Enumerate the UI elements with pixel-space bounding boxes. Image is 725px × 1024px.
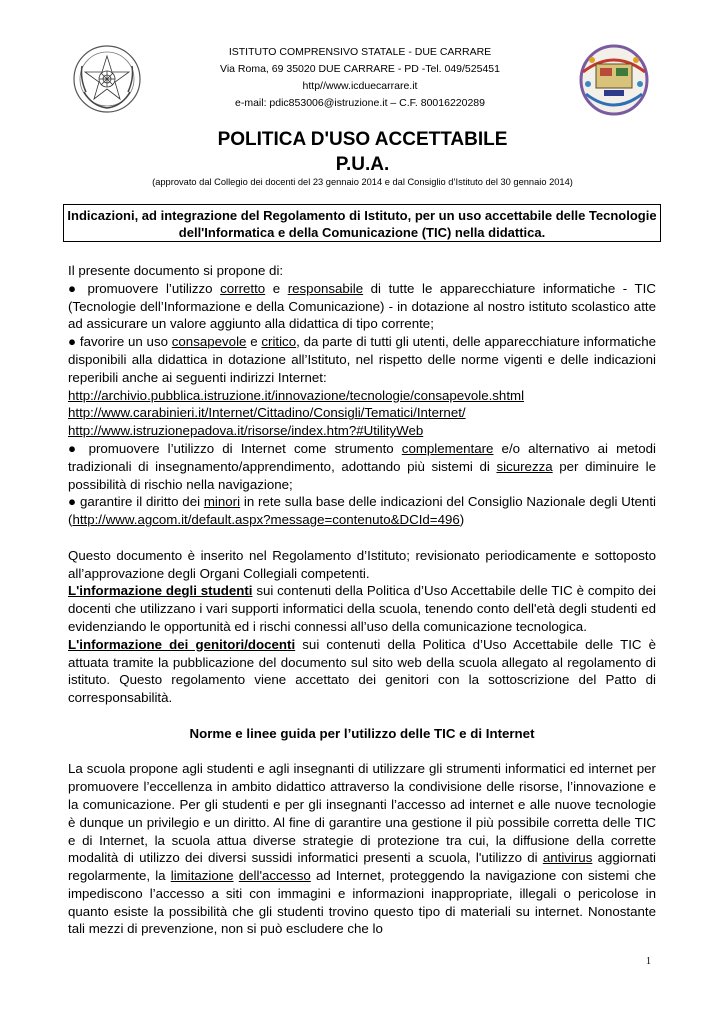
bullet1-text-end: di tutte le apparecchiature informatiche - TIC (Tecnologie dell’Informazione e della Comunicazione) - in dotazione al nostro istituto scolastico atte ad assicurare un valore aggiunto alla didattica di tipo corrente; (68, 280, 656, 332)
norme-text-b: aggiornati regolarmente, la (68, 850, 656, 884)
norme-text-d: ad Internet, proteggendo la navigazione con sistemi che impediscono l’accesso a siti con immagini e informazioni inappropriate, illegali o pericolose in quanto esiste la possibilità che gli studenti trovino questo tipo di materiali su internet. Nonostante tali mezzi di prevenzione, non si può escludere che lo (68, 868, 657, 937)
bullet-icon: ● (68, 280, 80, 296)
norme-underline-accesso: dell'accesso (238, 868, 311, 884)
norme-text-a: La scuola propone agli studenti e agli insegnanti di utilizzare gli strumenti informatici ed internet per promuovere l’eccellenza in ambito didattico attraverso la condivisione delle risorse, l’innovazione e la comunicazione. Per gli studenti e per gli insegnanti l’accesso ad internet e alle nuove tecnologie è dunque un privilegio e un diritto. Al fine di garantire una gestione il più possibile corretta delle TIC e di Internet, la scuola attua diverse strategie di protezione tra cui, la diffusione della corrette modalità di utilizzo dei diversi sussidi informatici presenti a scuola, l'utilizzo di (68, 761, 656, 866)
bullet-icon: ● (68, 494, 77, 510)
bullet3-text: promuovere l’utilizzo di Internet come strumento (88, 440, 402, 456)
document-title: POLITICA D'USO ACCETTABILE (217, 129, 508, 150)
link-carabinieri[interactable]: http://www.carabinieri.it/Internet/Cittadino/Consigli/Tematici/Internet/ (68, 405, 466, 421)
bullet-item-1 (68, 280, 656, 333)
bullet4-text-end: ) (459, 512, 465, 528)
bullet-icon: ● (68, 440, 81, 456)
bullet-item-2 (68, 333, 656, 386)
bullet3-text-mid: e/o alternativo ai metodi tradizionali di insegnamento/apprendimento, adottando più sistemi di (68, 440, 656, 474)
link-consapevole[interactable]: http://archivio.pubblica.istruzione.it/innovazione/tecnologie/consapevole.shtml (68, 387, 525, 403)
bullet-item-3 (68, 440, 656, 493)
paragraph-informazione-genitori (68, 636, 656, 707)
section-heading-norme: Norme e linee guida per l’utilizzo delle TIC e di Internet (189, 725, 535, 741)
bullet4-text-mid: in rete sulla base delle indicazioni del Consiglio Nazionale degli Utenti ( (68, 494, 656, 528)
italian-republic-emblem-icon (72, 44, 142, 114)
bullet2-text-end: , da parte di tutti gli utenti, delle apparecchiature informatiche disponibili alla didattica in dotazione all’Istituto, nel rispetto delle norme vigenti e delle indicazioni reperibili anche ai seguenti indirizzi Internet: (68, 334, 656, 385)
link-istruzionepadova[interactable]: http://www.istruzionepadova.it/risorse/index.htm?#UtilityWeb (68, 423, 424, 439)
school-name: ISTITUTO COMPRENSIVO STATALE - DUE CARRARE (228, 46, 492, 58)
bullet1-text: promuovere l’utilizzo (87, 280, 221, 296)
page-number: 1 (646, 956, 651, 967)
informazione-genitori-text: sui contenuti della Politica d’Uso Accettabile delle TIC è attuata tramite la pubblicazione del documento sul sito web della scuola allegato al regolamento di istituto. Questo regolamento viene accettato dei genitori con la sottoscrizione del Patto di corresponsabilità. (68, 636, 656, 706)
bullet1-underline-1: corretto (220, 280, 266, 296)
bullet4-text: garantire il diritto dei (79, 494, 204, 510)
bullet-icon: ● (68, 334, 77, 350)
school-header (160, 44, 560, 112)
paragraph-norme (68, 760, 656, 938)
purpose-box-line1: Indicazioni, ad integrazione del Regolamento di Istituto, per un uso accettabile delle Tecnologie (67, 208, 657, 223)
bullet3-underline-1: complementare (401, 440, 494, 456)
informazione-genitori-heading: L'informazione dei genitori/docenti (68, 636, 296, 652)
link-agcom[interactable]: http://www.agcom.it/default.aspx?message=contenuto&DCId=496 (72, 512, 460, 528)
purpose-box (63, 204, 661, 242)
purpose-box-line2: dell'Informatica e della Comunicazione (TIC) nella didattica. (178, 225, 546, 240)
informazione-studenti-text: sui contenuti della Politica d’Uso Accettabile delle TIC è compito dei docenti che utilizzano i vari supporti informatici della scuola, tenendo conto dell'età degli studenti ed evidenziando le opportunità ed i rischi connessi all’uso della comunicazione tecnologica. (68, 583, 656, 634)
bullet1-text-mid: e (265, 280, 288, 296)
informazione-studenti-heading: L'informazione degli studenti (68, 583, 253, 599)
bullet-item-4 (68, 493, 656, 529)
school-website[interactable]: http//www.icduecarrare.it (302, 80, 418, 92)
norme-underline-antivirus: antivirus (542, 850, 593, 866)
bullet1-underline-2: responsabile (287, 280, 364, 296)
bullet3-underline-2: sicurezza (496, 458, 553, 474)
school-email[interactable]: e-mail: pdic853006@istruzione.it – C.F. 80016220289 (235, 97, 485, 109)
norme-underline-limitazione: limitazione (170, 868, 234, 884)
document-subtitle: P.U.A. (335, 154, 390, 175)
bullet2-underline-2: critico (261, 334, 297, 350)
school-address: Via Roma, 69 35020 DUE CARRARE - PD -Tel. 049/525451 (220, 63, 500, 75)
document-body (68, 262, 656, 938)
bullet3-text-end: per diminuire le possibilità di rischio nella navigazione; (68, 458, 656, 492)
school-logo-icon (578, 42, 650, 116)
paragraph-regolamento: Questo documento è inserito nel Regolamento d’Istituto; revisionato periodicamente e sottoposto all’approvazione degli Organi Collegiali competenti. (68, 547, 656, 581)
bullet4-underline-1: minori (203, 494, 241, 510)
intro-lead: Il presente documento si propone di: (68, 263, 284, 278)
bullet2-underline-1: consapevole (171, 334, 247, 350)
bullet2-text-mid: e (246, 334, 262, 350)
bullet2-text: favorire un uso (79, 334, 172, 350)
approval-note: (approvato dal Collegio dei docenti del 23 gennaio 2014 e dal Consiglio d’Istituto del 30 gennaio 2014) (152, 177, 573, 187)
paragraph-informazione-studenti (68, 582, 656, 635)
